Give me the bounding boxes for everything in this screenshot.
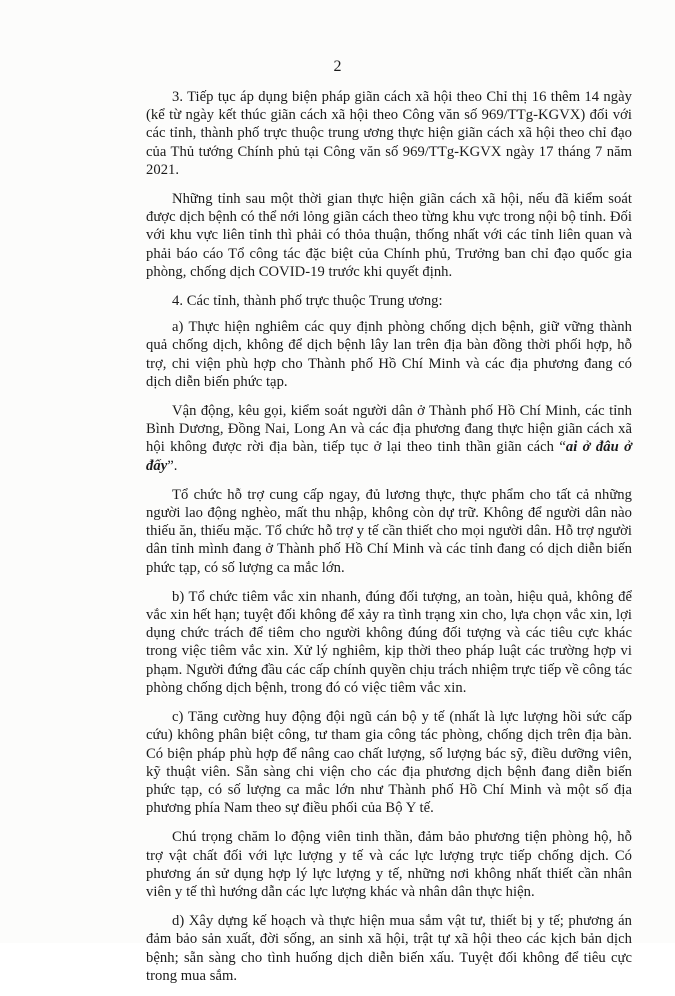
paragraph-item-4c: c) Tăng cường huy động đội ngũ cán bộ y tế (nhất là lực lượng hồi sức cấp cứu) không phân biệt công, tư tham gia công tác phòng, chống dịch trên địa bàn. Có biện pháp phù hợp để nâng cao chất lượng, số lượng bác sỹ, điều dưỡng viên, kỹ thuật viên. Sẵn sàng chi viện cho các địa phương dịch bệnh đang diễn biến phức tạp, có số lượng ca mắc lớn như Thành phố Hồ Chí Minh và một số địa phương phía Nam theo sự điều phối của Bộ Y tế.: [146, 709, 632, 817]
paragraph-stay-in-place-text: Vận động, kêu gọi, kiểm soát người dân ở Thành phố Hồ Chí Minh, các tỉnh Bình Dương, Đồng Nai, Long An và các địa phương đang thực hiện giãn cách xã hội không được rời địa bàn, tiếp tục ở lại theo tinh thần giãn cách “: [146, 403, 632, 456]
slogan-emphasis: ai ở đâu ở đấy: [146, 439, 632, 474]
paragraph-item-3: 3. Tiếp tục áp dụng biện pháp giãn cách xã hội theo Chỉ thị 16 thêm 14 ngày (kể từ ngày kết thúc giãn cách xã hội theo Công văn số 969/TTg-KGVX) đối với các tỉnh, thành phố trực thuộc trung ương thực hiện giãn cách xã hội theo chỉ đạo của Thủ tướng Chính phủ tại Công văn số 969/TTg-KGVX ngày 17 tháng 7 năm 2021.: [146, 89, 632, 178]
document-body: [146, 88, 632, 996]
paragraph-food-support: Tổ chức hỗ trợ cung cấp ngay, đủ lương thực, thực phẩm cho tất cả những người lao động nghèo, mất thu nhập, không còn dự trữ. Không để người dân nào thiếu ăn, thiếu mặc. Tổ chức hỗ trợ y tế cần thiết cho mọi người dân. Hỗ trợ người dân tỉnh mình đang ở Thành phố Hồ Chí Minh và các tỉnh đang có dịch diễn biến phức tạp, có số lượng ca mắc lớn.: [146, 486, 632, 576]
paragraph-item-4-heading: 4. Các tỉnh, thành phố trực thuộc Trung ương:: [172, 293, 443, 310]
paragraph-provincial-easing: Những tỉnh sau một thời gian thực hiện giãn cách xã hội, nếu đã kiểm soát được dịch bệnh có thể nới lỏng giãn cách theo từng khu vực trong nội bộ tỉnh. Đối với khu vực liên tỉnh thì phải có thỏa thuận, thống nhất với các tỉnh liên quan và phải báo cáo Tổ công tác đặc biệt của Chính phủ, Trưởng ban chỉ đạo quốc gia phòng, chống dịch COVID-19 trước khi quyết định.: [146, 191, 632, 280]
paragraph-stay-in-place: [146, 402, 632, 475]
paragraph-item-4d: d) Xây dựng kế hoạch và thực hiện mua sắm vật tư, thiết bị y tế; phương án đảm bảo sản xuất, đời sống, an sinh xã hội, trật tự xã hội theo các kịch bản dịch bệnh; sẵn sàng cho tình huống dịch diễn biến xấu. Tuyệt đối không để tiêu cực trong mua sắm.: [146, 913, 632, 984]
page-number: 2: [333, 58, 342, 75]
paragraph-medical-staff-care: Chú trọng chăm lo động viên tinh thần, đảm bảo phương tiện phòng hộ, hỗ trợ vật chất đối với lực lượng y tế và các lực lượng trực tiếp chống dịch. Có phương án sử dụng hợp lý lực lượng y tế, những nơi không nhất thiết cần nhân viên y tế thì hướng dẫn các lực lượng khác và nhân dân thực hiện.: [146, 829, 632, 900]
paragraph-item-4a: a) Thực hiện nghiêm các quy định phòng chống dịch bệnh, giữ vững thành quả chống dịch, không để dịch bệnh lây lan trên địa bàn đồng thời phối hợp, hỗ trợ, chi viện phù hợp cho Thành phố Hồ Chí Minh và các địa phương đang có dịch diễn biến phức tạp.: [146, 319, 632, 390]
paragraph-stay-in-place-end: ”.: [167, 457, 178, 474]
paragraph-item-4b: b) Tổ chức tiêm vắc xin nhanh, đúng đối tượng, an toàn, hiệu quả, không để vắc xin hết hạn; tuyệt đối không để xảy ra tình trạng xin cho, lựa chọn vắc xin, lợi dụng chức trách để tiêm cho người không đúng đối tượng và các tiêu cực khác trong việc tiêm vắc xin. Xử lý nghiêm, kịp thời theo pháp luật các trường hợp vi phạm. Người đứng đầu các cấp chính quyền chịu trách nhiệm trực tiếp về công tác phòng chống dịch bệnh, trong đó có việc tiêm vắc xin.: [146, 588, 633, 696]
